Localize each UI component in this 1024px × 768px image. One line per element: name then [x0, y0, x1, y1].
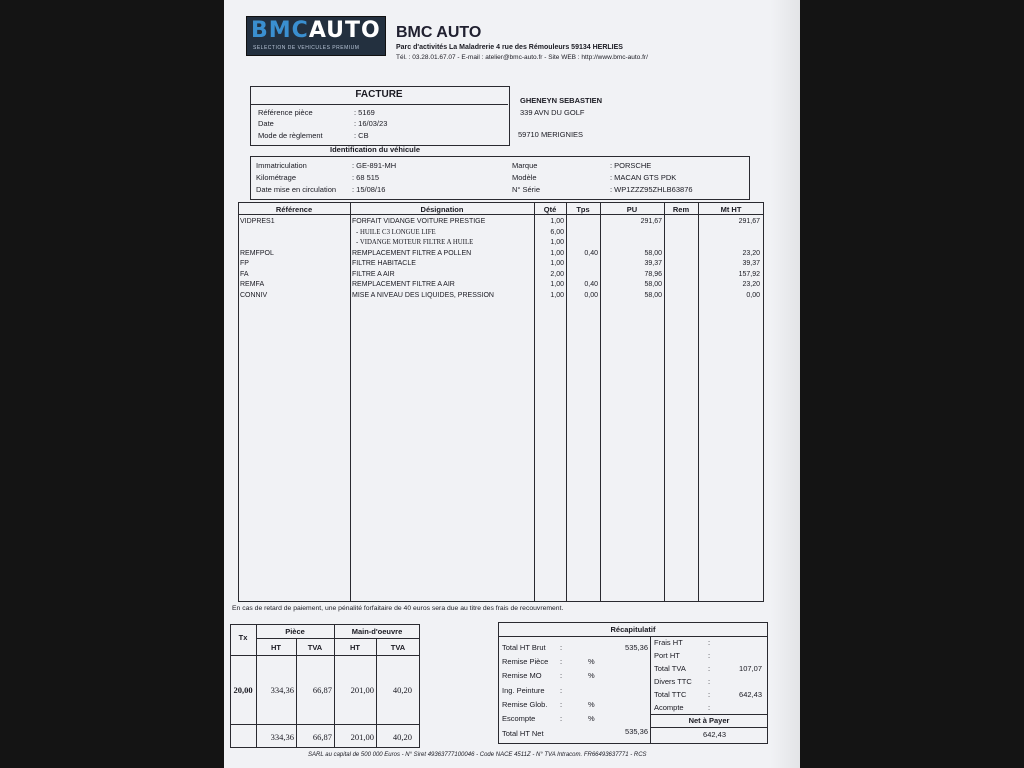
total-ht-brut-colon: :	[560, 643, 563, 652]
acompte-colon: :	[708, 703, 711, 712]
total-tva-label: Total TVA	[654, 664, 686, 673]
cell-qty: 1,00	[550, 218, 564, 225]
tax-piece-header: Pièce	[285, 627, 305, 636]
cell-qty: 1,00	[550, 249, 564, 257]
remise-piece-colon: :	[560, 657, 563, 666]
customer-city: 59710 MERIGNIES	[518, 130, 584, 139]
ing-peinture-colon: :	[560, 686, 563, 695]
company-address: Parc d'activités La Maladrerie 4 rue des Rémouleurs 59134 HERLIES	[396, 44, 623, 51]
recap-title: Récapitulatif	[610, 625, 656, 634]
cell-unit-price: 39,37	[644, 260, 662, 267]
remise-piece-percent: %	[588, 657, 595, 666]
tax-total-piece-ht: 334,36	[270, 732, 294, 742]
cell-unit-price: 291,67	[640, 218, 662, 225]
cell-amount: 291,67	[738, 218, 760, 225]
cell-qty: 1,00	[550, 239, 564, 246]
cell-qty: 2,00	[550, 270, 564, 278]
port-ht-colon: :	[708, 651, 711, 660]
total-ht-brut-value: 535,36	[625, 643, 648, 652]
cell-designation: REMPLACEMENT FILTRE A POLLEN	[352, 249, 472, 257]
tax-piece-ht-value: 334,36	[270, 685, 294, 695]
vehicle-section-title: Identification du véhicule	[330, 145, 421, 154]
cell-qty: 1,00	[550, 291, 564, 299]
tax-row-divider	[230, 655, 420, 656]
frais-ht-label: Frais HT	[654, 638, 683, 647]
cell-amount: 0,00	[746, 291, 760, 299]
cell-unit-price: 58,00	[644, 249, 662, 257]
tax-labour-ht-value: 201,00	[350, 685, 374, 695]
cell-unit-price: 58,00	[644, 281, 662, 288]
invoice-paper	[224, 0, 800, 768]
company-logo	[246, 16, 386, 56]
tax-rate-header: Tx	[238, 633, 248, 642]
cell-unit-price: 78,96	[644, 270, 662, 278]
total-tva-colon: :	[708, 664, 711, 673]
tax-total-labour-tva: 40,20	[392, 732, 412, 742]
total-ttc-value: 642,43	[739, 690, 762, 699]
cell-qty: 1,00	[550, 260, 564, 267]
ref-label: Référence pièce	[258, 108, 313, 117]
tax-row-divider	[256, 638, 420, 639]
escompte-colon: :	[560, 714, 563, 723]
divers-ttc-label: Divers TTC	[654, 677, 692, 686]
penalty-notice: En cas de retard de paiement, une pénalité forfaitaire de 40 euros sera due au titre des frais de recouvrement.	[232, 605, 564, 612]
cell-amount: 23,20	[742, 281, 760, 288]
recap-divider	[650, 714, 768, 715]
tax-labour-ht-header: HT	[350, 643, 360, 652]
cell-designation: REMPLACEMENT FILTRE A AIR	[352, 281, 455, 288]
escompte-percent: %	[588, 714, 595, 723]
ref-value: : 5169	[354, 108, 375, 117]
col-header-amount: Mt HT	[720, 205, 742, 214]
net-a-payer-value: 642,43	[703, 730, 726, 739]
tax-labour-tva-value: 40,20	[392, 685, 412, 695]
col-header-qty: Qté	[543, 205, 557, 214]
cell-qty: 6,00	[550, 228, 564, 236]
brand-label: Marque	[512, 161, 538, 170]
model-value: : MACAN GTS PDK	[610, 173, 677, 182]
col-divider	[350, 202, 351, 602]
col-header-ref: Référence	[275, 205, 313, 214]
col-header-time: Tps	[576, 205, 590, 214]
cell-amount: 39,37	[742, 260, 760, 267]
plate-value: : GE-891-MH	[352, 161, 397, 170]
logo-tagline: SELECTION DE VEHICULES PREMIUM	[253, 45, 360, 51]
serial-value: : WP1ZZZ95ZHLB63876	[610, 185, 693, 194]
recap-box	[498, 622, 768, 744]
col-header-designation: Désignation	[420, 205, 464, 214]
cell-designation: - HUILE C3 LONGUE LIFE	[356, 228, 436, 236]
date-label: Date	[258, 119, 274, 128]
lines-header-rule	[238, 214, 764, 215]
escompte-label: Escompte	[502, 714, 536, 723]
legal-footer: SARL au capital de 500 000 Euros - N° Siret 49363777100046 - Code NACE 4511Z - N° TVA Intracom. FR66493637771 - RCS	[308, 752, 647, 758]
date-value: : 16/03/23	[354, 119, 388, 128]
tax-piece-ht-header: HT	[271, 643, 281, 652]
recap-title-rule	[498, 636, 768, 637]
cell-designation: MISE A NIVEAU DES LIQUIDES, PRESSION	[352, 291, 494, 299]
remise-piece-label: Remise Pièce	[502, 657, 549, 666]
col-divider	[664, 202, 665, 602]
km-value: : 68 515	[352, 173, 380, 182]
cell-amount: 157,92	[738, 270, 760, 278]
acompte-label: Acompte	[654, 703, 684, 712]
total-ht-net-value: 535,36	[625, 727, 648, 736]
tax-total-piece-tva: 66,87	[312, 732, 332, 742]
customer-name: GHENEYN SEBASTIEN	[520, 96, 603, 105]
payment-label: Mode de règlement	[258, 131, 323, 140]
tax-row-divider	[230, 724, 420, 725]
customer-street: 339 AVN DU GOLF	[520, 108, 585, 117]
cell-ref: REMFPOL	[240, 249, 274, 257]
cell-ref: FA	[240, 270, 249, 278]
remise-mo-label: Remise MO	[502, 671, 542, 680]
tax-rate-value: 20,00	[233, 685, 253, 695]
payment-value: : CB	[354, 131, 369, 140]
remise-mo-colon: :	[560, 671, 563, 680]
remise-glob-label: Remise Glob.	[502, 700, 548, 709]
cell-amount: 23,20	[742, 249, 760, 257]
cell-unit-price: 58,00	[644, 291, 662, 299]
tax-total-labour-ht: 201,00	[350, 732, 374, 742]
net-a-payer-label: Net à Payer	[688, 716, 730, 725]
cell-ref: FP	[240, 260, 249, 267]
km-label: Kilométrage	[256, 173, 297, 182]
ing-peinture-label: Ing. Peinture	[502, 686, 545, 695]
brand-value: : PORSCHE	[610, 161, 652, 170]
remise-glob-percent: %	[588, 700, 595, 709]
total-ht-brut-label: Total HT Brut	[502, 643, 546, 652]
cell-ref: CONNIV	[240, 291, 268, 299]
tax-labour-header: Main-d'oeuvre	[351, 627, 403, 636]
port-ht-label: Port HT	[654, 651, 680, 660]
col-header-discount: Rem	[672, 205, 690, 214]
cell-designation: FILTRE HABITACLE	[352, 260, 416, 267]
registration-date-label: Date mise en circulation	[256, 185, 337, 194]
cell-ref: REMFA	[240, 281, 265, 288]
cell-ref: VIDPRES1	[240, 218, 275, 225]
total-ttc-colon: :	[708, 690, 711, 699]
registration-date-value: : 15/08/16	[352, 185, 386, 194]
cell-qty: 1,00	[550, 281, 564, 288]
tax-piece-tva-value: 66,87	[312, 685, 332, 695]
divers-ttc-colon: :	[708, 677, 711, 686]
col-header-unit-price: PU	[626, 205, 638, 214]
cell-time: 0,40	[584, 281, 598, 288]
serial-label: N° Série	[512, 185, 541, 194]
recap-divider	[650, 727, 768, 728]
cell-time: 0,00	[584, 291, 598, 299]
company-contact: Tél. : 03.28.01.67.07 - E-mail : atelier@bmc-auto.fr - Site WEB : http://www.bmc-auto.fr/	[396, 54, 648, 61]
frais-ht-colon: :	[708, 638, 711, 647]
total-tva-value: 107,07	[739, 664, 762, 673]
logo-text: BMCAUTO	[251, 18, 381, 43]
company-name: BMC AUTO	[396, 24, 482, 41]
remise-mo-percent: %	[588, 671, 595, 680]
cell-designation: FILTRE A AIR	[352, 270, 395, 278]
tax-piece-tva-header: TVA	[307, 643, 323, 652]
plate-label: Immatriculation	[256, 161, 307, 170]
cell-designation: FORFAIT VIDANGE VOITURE PRESTIGE	[352, 218, 486, 225]
model-label: Modèle	[512, 173, 537, 182]
total-ht-net-label: Total HT Net	[502, 729, 544, 738]
total-ttc-label: Total TTC	[654, 690, 687, 699]
invoice-title: FACTURE	[250, 86, 508, 105]
remise-glob-colon: :	[560, 700, 563, 709]
tax-labour-tva-header: TVA	[390, 643, 406, 652]
cell-designation: - VIDANGE MOTEUR FILTRE A HUILE	[356, 239, 474, 246]
col-divider	[566, 202, 567, 602]
cell-time: 0,40	[584, 249, 598, 257]
